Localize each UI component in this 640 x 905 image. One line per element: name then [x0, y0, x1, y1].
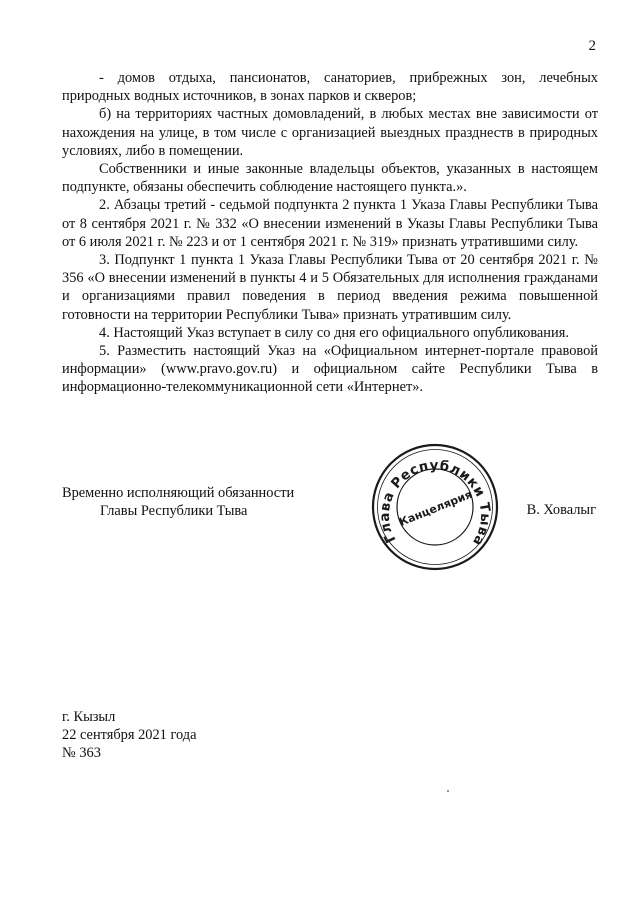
- issue-city: г. Кызыл: [62, 709, 116, 725]
- decree-body: [62, 69, 598, 397]
- seal-inner-text: Канцелярия: [397, 487, 474, 529]
- seal-outer-text: Глава Республики Тыва: [376, 457, 494, 550]
- decree-number: № 363: [62, 745, 101, 762]
- paragraph: б) на территориях частных домовладений, в любых местах вне зависимости от нахождения на улице, в том числе с организацией выездных празднеств в природных условиях, либо в помещении.: [62, 106, 598, 159]
- issue-date: 22 сентября 2021 года: [62, 727, 197, 744]
- paragraph: 5. Разместить настоящий Указ на «Официальном интернет-портале правовой информации» (www.pravo.gov.ru) и официальном сайте Республики Тыва в информационно-телекоммуникационной сети «Интернет».: [62, 343, 598, 396]
- paragraph: 2. Абзацы третий - седьмой подпункта 2 пункта 1 Указа Главы Республики Тыва от 8 сентября 2021 г. № 332 «О внесении изменений в Указы Главы Республики Тыва от 6 июля 2021 г. № 223 и от 1 сентября 2021 г. № 319» признать утратившими силу.: [62, 197, 598, 250]
- paragraph: 3. Подпункт 1 пункта 1 Указа Главы Республики Тыва от 20 сентября 2021 г. № 356 «О внесении изменений в пункты 4 и 5 Обязательных для исполнения гражданами и организациями правил поведения в период введения режима повышенной готовности на территории Республики Тыва» признать утратившим силу.: [62, 252, 598, 323]
- paragraph: Собственники и иные законные владельцы объектов, указанных в настоящем подпункте, обязаны обеспечить соблюдение настоящего пункта.».: [62, 161, 598, 196]
- document-footer: [62, 708, 197, 763]
- signatory-title-line: Главы Республики Тыва: [100, 503, 248, 520]
- signatory-name: В. Ховалыг: [526, 502, 596, 518]
- office-seal-stamp: [370, 442, 500, 572]
- paragraph: 4. Настоящий Указ вступает в силу со дня его официального опубликования.: [99, 324, 569, 341]
- scan-speck: [447, 790, 449, 792]
- page-number: 2: [588, 38, 596, 54]
- paragraph: - домов отдыха, пансионатов, санаториев, прибрежных зон, лечебных природных водных источников, в зонах парков и скверов;: [62, 70, 598, 105]
- signatory-title: [62, 484, 322, 520]
- signatory-title-line: Временно исполняющий обязанности: [62, 485, 295, 501]
